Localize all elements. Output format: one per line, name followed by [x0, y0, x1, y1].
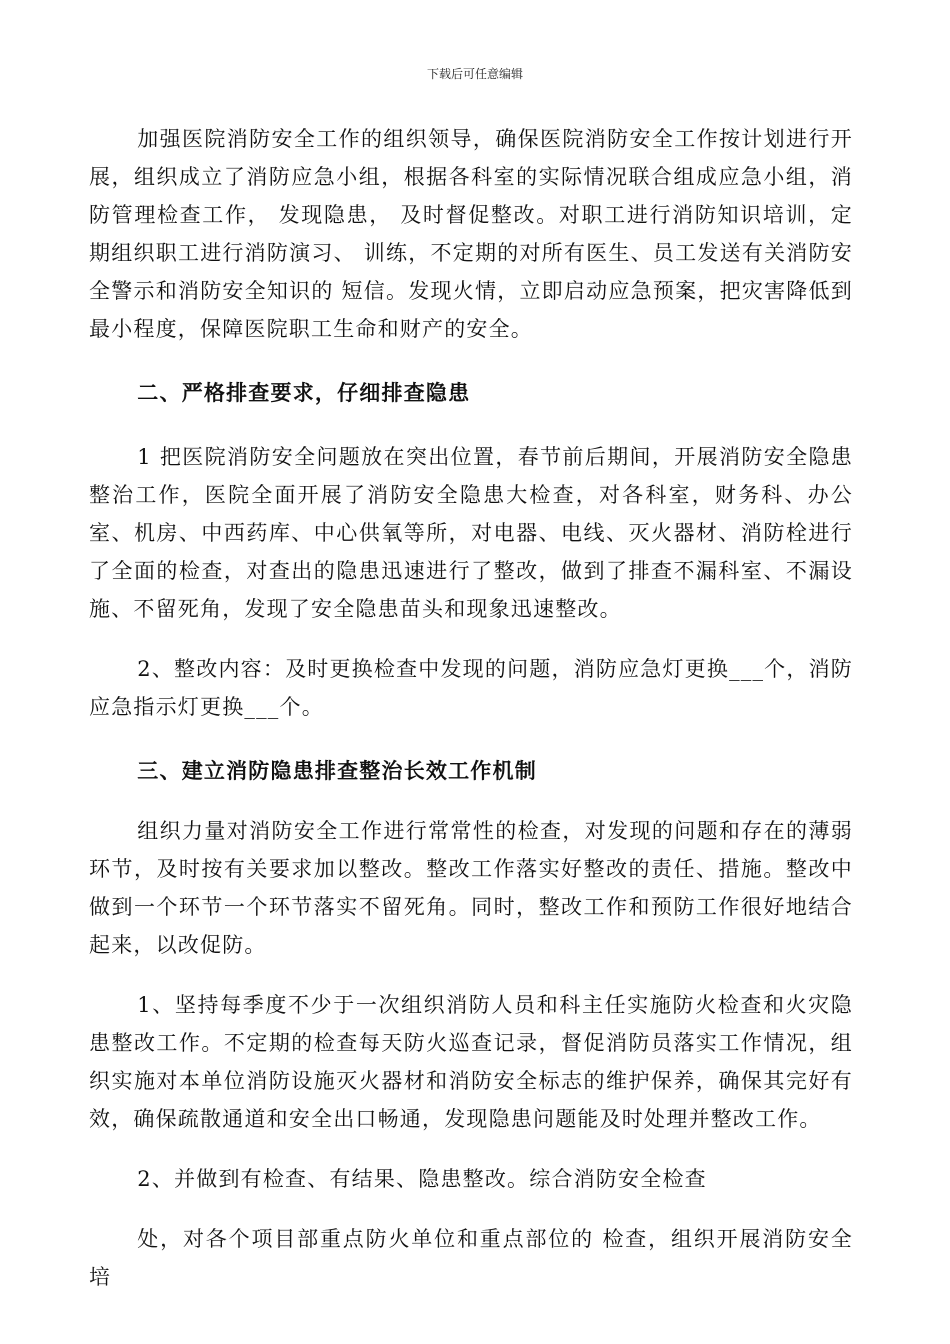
paragraph-3: 2、整改内容：及时更换检查中发现的问题，消防应急灯更换___个，消防应急指示灯更换___个。: [89, 657, 853, 719]
spacer: [89, 348, 853, 374]
section-heading-2: 二、严格排查要求，仔细排查隐患: [137, 380, 471, 405]
header-note: 下载后可任意编辑: [426, 67, 523, 81]
spacer: [89, 1138, 853, 1160]
spacer: [89, 1198, 853, 1220]
paragraph-1: 加强医院消防安全工作的组织领导，确保医院消防安全工作按计划进行开展，组织成立了消防应急小组，根据各科室的实际情况联合组成应急小组，消防管理检查工作， 发现隐患， 及时督促整改。对职工进行消防知识培训，定期组织职工进行消防演习、 训练，不定期的对所有医生、员工发送有关消防安全警示和消防安全知识的 短信。发现火情，立即启动应急预案，把灾害降低到最小程度，保障医院职工生命和财产的安全。: [89, 127, 853, 341]
spacer: [89, 964, 853, 986]
spacer: [89, 726, 853, 752]
paragraph-5: 1、坚持每季度不少于一次组织消防人员和科主任实施防火检查和火灾隐患整改工作。不定期的检查每天防火巡查记录，督促消防员落实工作情况，组织实施对本单位消防设施灭火器材和消防安全标志的维护保养，确保其完好有效，确保疏散通道和安全出口畅通，发现隐患问题能及时处理并整改工作。: [89, 993, 853, 1131]
document-body: [89, 120, 853, 1296]
paragraph-6: 2、并做到有检查、有结果、隐患整改。综合消防安全检查: [137, 1167, 707, 1191]
paragraph-2: 1 把医院消防安全问题放在突出位置，春节前后期间，开展消防安全隐患整治工作，医院全面开展了消防安全隐患大检查，对各科室，财务科、办公室、机房、中西药库、中心供氧等所，对电器、电线、灭火器材、消防栓进行了全面的检查，对查出的隐患迅速进行了整改，做到了排查不漏科室、不漏设施、不留死角，发现了安全隐患苗头和现象迅速整改。: [89, 445, 853, 621]
spacer: [89, 412, 853, 438]
paragraph-4: 组织力量对消防安全工作进行常常性的检查，对发现的问题和存在的薄弱环节，及时按有关要求加以整改。整改工作落实好整改的责任、措施。整改中做到一个环节一个环节落实不留死角。同时，整改工作和预防工作很好地结合起来，以改促防。: [89, 819, 853, 957]
spacer: [89, 628, 853, 650]
paragraph-7: 处，对各个项目部重点防火单位和重点部位的 检查，组织开展消防安全培: [89, 1227, 853, 1289]
section-heading-3: 三、建立消防隐患排查整治长效工作机制: [137, 758, 537, 783]
spacer: [89, 790, 853, 812]
